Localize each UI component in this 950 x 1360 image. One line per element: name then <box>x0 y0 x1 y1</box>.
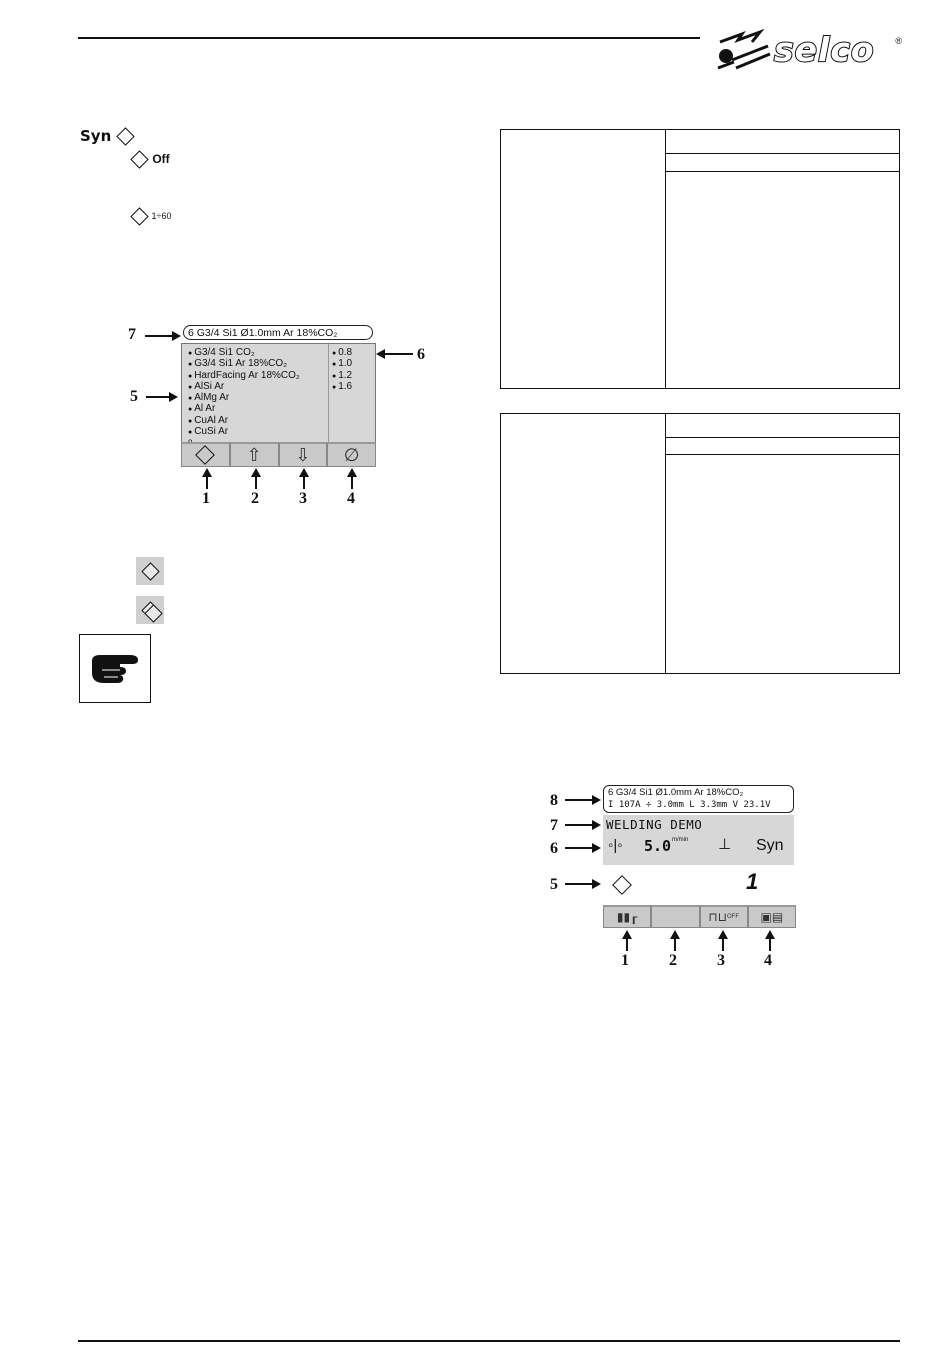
callout-4: 4 <box>347 490 355 507</box>
program-select-icon <box>195 445 215 465</box>
pulse-off-button[interactable] <box>700 905 748 928</box>
wire-speed-value: 5.0 <box>644 837 672 855</box>
scroll-up-button[interactable] <box>230 442 279 467</box>
empty-button[interactable] <box>651 905 699 928</box>
mode-2t-icon <box>136 557 164 585</box>
arrow-up-icon: ⇧ <box>246 444 262 465</box>
mode-diamond-icon <box>141 562 159 580</box>
callout-6: 6 <box>550 840 558 857</box>
callout-6: 6 <box>417 346 425 363</box>
diameter-icon: ∅ <box>343 444 360 465</box>
material-item[interactable]: ● AlSi Ar <box>188 382 300 393</box>
selector-diamond-icon <box>130 207 148 225</box>
material-item[interactable]: ● G3/4 Si1 CO₂ <box>188 348 300 359</box>
table-2-divider <box>665 414 666 673</box>
settings-button[interactable] <box>603 905 651 928</box>
wire-speed-icon: ◦|◦ <box>608 837 623 854</box>
registered-mark: ® <box>895 36 902 46</box>
callout-7-arrow <box>565 824 599 826</box>
diameter-item[interactable]: ● 1.6 <box>332 382 352 393</box>
callout-1: 1 <box>202 490 210 507</box>
screen2-tabs <box>603 905 796 928</box>
screen2-header-line1: 6 G3/4 Si1 Ø1.0mm Ar 18%CO₂ <box>608 787 744 798</box>
callout-4-arrow <box>769 934 771 951</box>
material-item[interactable]: ● G3/4 Si1 Ar 18%CO₂ <box>188 359 300 370</box>
callout-3-arrow <box>722 934 724 951</box>
syn-label: Syn <box>80 127 112 145</box>
callout-5: 5 <box>550 876 558 893</box>
selector-range-icon <box>133 210 171 223</box>
table-1-row-line <box>665 153 899 154</box>
callout-7-arrow <box>145 335 179 337</box>
note-box <box>79 634 151 703</box>
off-label: Off <box>152 152 170 166</box>
program-diamond-icon <box>612 875 632 895</box>
diameter-item[interactable]: ● 1.0 <box>332 359 352 370</box>
material-item[interactable]: ● AlMg Ar <box>188 393 300 404</box>
callout-2: 2 <box>669 952 677 969</box>
logo-mark-icon <box>712 26 774 76</box>
table-2-row-line <box>665 437 899 438</box>
footer-rule <box>78 1340 900 1342</box>
mode-label: Syn <box>756 837 784 854</box>
pulse-icon: ⊓⊔ <box>708 910 727 924</box>
selector-off-icon <box>133 152 170 166</box>
screens-icon: ▣▤ <box>760 910 784 924</box>
pointing-hand-icon <box>80 635 150 702</box>
callout-1-arrow <box>626 934 628 951</box>
callout-2-arrow <box>674 934 676 951</box>
range-label: 1÷60 <box>151 210 172 221</box>
wire-speed-unit: m/min <box>672 837 689 843</box>
callout-3: 3 <box>299 490 307 507</box>
brand-logo <box>712 26 902 76</box>
callout-3: 3 <box>717 952 725 969</box>
brand-name: selco <box>774 30 875 69</box>
screens-button[interactable] <box>748 905 796 928</box>
callout-5: 5 <box>130 388 138 405</box>
screen2-header-line2: I 107A ÷ 3.0mm L 3.3mm V 23.1V <box>608 800 771 810</box>
material-list <box>188 348 300 446</box>
screen1-body <box>181 343 376 443</box>
selector-diamond-icon <box>130 151 148 169</box>
header-rule <box>78 37 700 39</box>
callout-8-arrow <box>565 799 599 801</box>
callout-6-arrow <box>378 353 413 355</box>
screen1-divider <box>328 344 329 442</box>
screen2-parameter-row <box>606 837 791 857</box>
mode-4t-icon <box>136 596 164 624</box>
table-1-row-line <box>665 171 899 172</box>
callout-3-arrow <box>303 472 305 489</box>
material-item[interactable]: ● CuAl Ar <box>188 416 300 427</box>
callout-8: 8 <box>550 792 558 809</box>
pulse-off-label: OFF <box>726 914 739 920</box>
callout-4: 4 <box>764 952 772 969</box>
table-2-row-line <box>665 454 899 455</box>
table-1 <box>500 129 900 389</box>
callout-2: 2 <box>251 490 259 507</box>
callout-1-arrow <box>206 472 208 489</box>
callout-1: 1 <box>621 952 629 969</box>
screen2-body <box>603 815 794 865</box>
table-2 <box>500 413 900 674</box>
callout-7: 7 <box>550 817 558 834</box>
callout-6-arrow <box>565 847 599 849</box>
table-1-divider <box>665 130 666 388</box>
program-number: 1 <box>746 869 759 894</box>
material-item[interactable]: ● CuSi Ar <box>188 427 300 438</box>
diameter-button[interactable] <box>327 442 376 467</box>
callout-7: 7 <box>128 326 136 343</box>
material-item[interactable]: ● HardFacing Ar 18%CO₂ <box>188 371 300 382</box>
torch-icon: ⊥ <box>718 836 732 853</box>
program-select-button[interactable] <box>181 442 230 467</box>
syn-icon <box>80 127 132 145</box>
screen1-header: 6 G3/4 Si1 Ø1.0mm Ar 18%CO₂ <box>183 325 373 340</box>
diameter-item[interactable]: ● 0.8 <box>332 348 352 359</box>
callout-4-arrow <box>351 472 353 489</box>
material-item[interactable]: ● Al Ar <box>188 404 300 415</box>
callout-2-arrow <box>255 472 257 489</box>
screen1-tabs <box>181 442 376 467</box>
callout-5-arrow <box>146 396 176 398</box>
syn-diamond-icon <box>116 127 134 145</box>
screen2-header <box>603 785 794 813</box>
arrow-down-icon: ⇩ <box>295 444 311 465</box>
screen2-lower <box>603 867 794 903</box>
diameter-list <box>332 348 352 393</box>
callout-5-arrow <box>565 883 599 885</box>
diameter-item[interactable]: ● 1.2 <box>332 371 352 382</box>
scroll-down-button[interactable] <box>279 442 328 467</box>
bar-torch-icon: ▮▮┎ <box>616 910 638 924</box>
screen2-title: WELDING DEMO <box>606 817 703 832</box>
